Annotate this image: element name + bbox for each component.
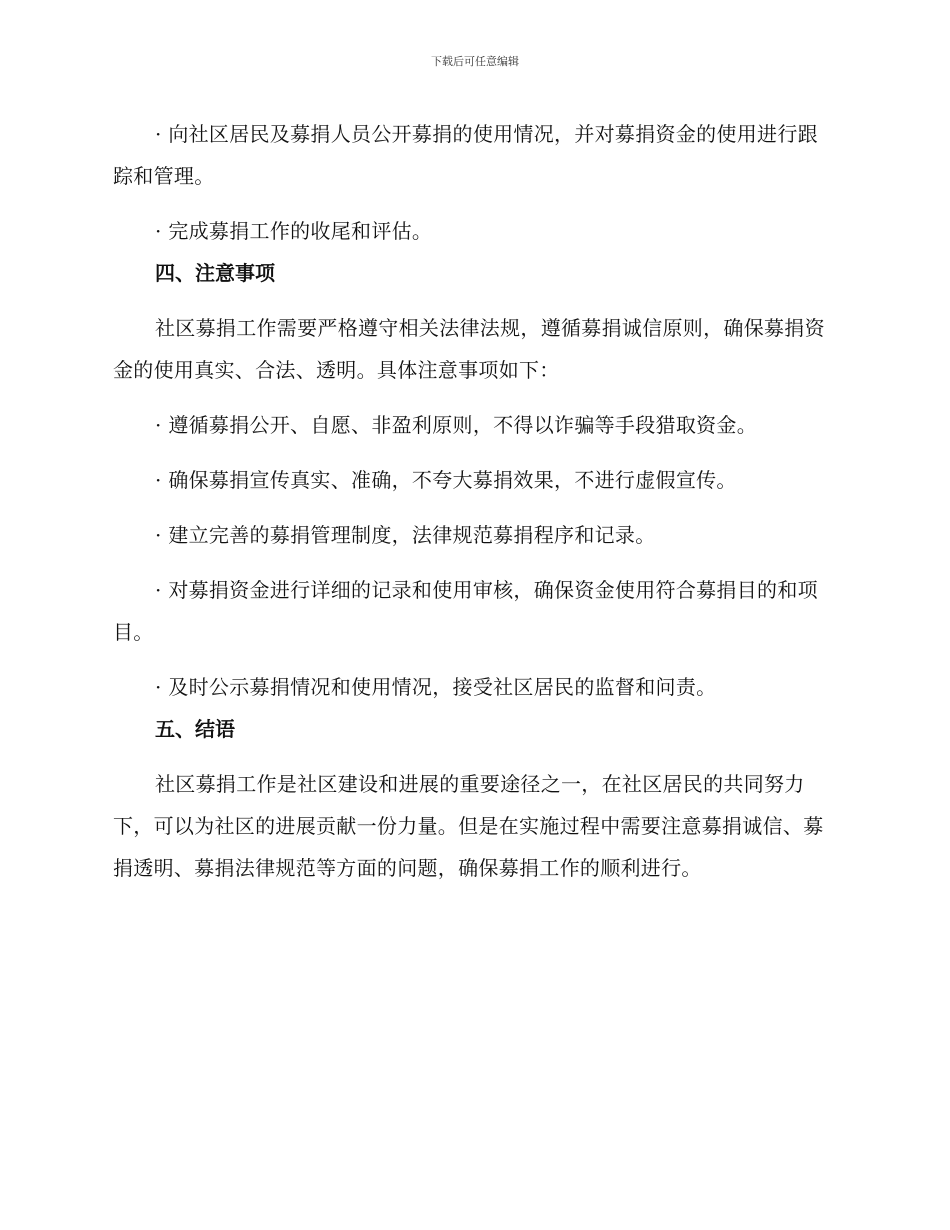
- paragraph-notes-intro: 社区募捐工作需要严格遵守相关法律法规，遵循募捐诚信原则，确保募捐资金的使用真实、合法、透明。具体注意事项如下：: [113, 316, 825, 382]
- page-header: 下载后可任意编辑: [431, 55, 519, 68]
- bullet-truthful-promotion: · 确保募捐宣传真实、准确，不夸大募捐效果，不进行虚假宣传。: [155, 468, 737, 492]
- bullet-fund-records: · 对募捐资金进行详细的记录和使用审核，确保资金使用符合募捐目的和项目。: [113, 578, 818, 644]
- bullet-complete-evaluation: · 完成募捐工作的收尾和评估。: [155, 219, 433, 243]
- section-heading-conclusion: 五、结语: [155, 717, 235, 741]
- paragraph-conclusion: 社区募捐工作是社区建设和进展的重要途径之一，在社区居民的共同努力下，可以为社区的进展贡献一份力量。但是在实施过程中需要注意募捐诚信、募捐透明、募捐法律规范等方面的问题，确保募捐工作的顺利进行。: [113, 772, 824, 880]
- bullet-management-system: · 建立完善的募捐管理制度，法律规范募捐程序和记录。: [155, 523, 656, 547]
- bullet-disclose-usage: · 向社区居民及募捐人员公开募捐的使用情况，并对募捐资金的使用进行跟踪和管理。: [113, 122, 818, 188]
- bullet-public-disclosure: · 及时公示募捐情况和使用情况，接受社区居民的监督和问责。: [155, 675, 717, 699]
- bullet-principles: · 遵循募捐公开、自愿、非盈利原则，不得以诈骗等手段猎取资金。: [155, 413, 758, 437]
- section-heading-notes: 四、注意事项: [155, 261, 275, 285]
- document-body: [113, 113, 835, 889]
